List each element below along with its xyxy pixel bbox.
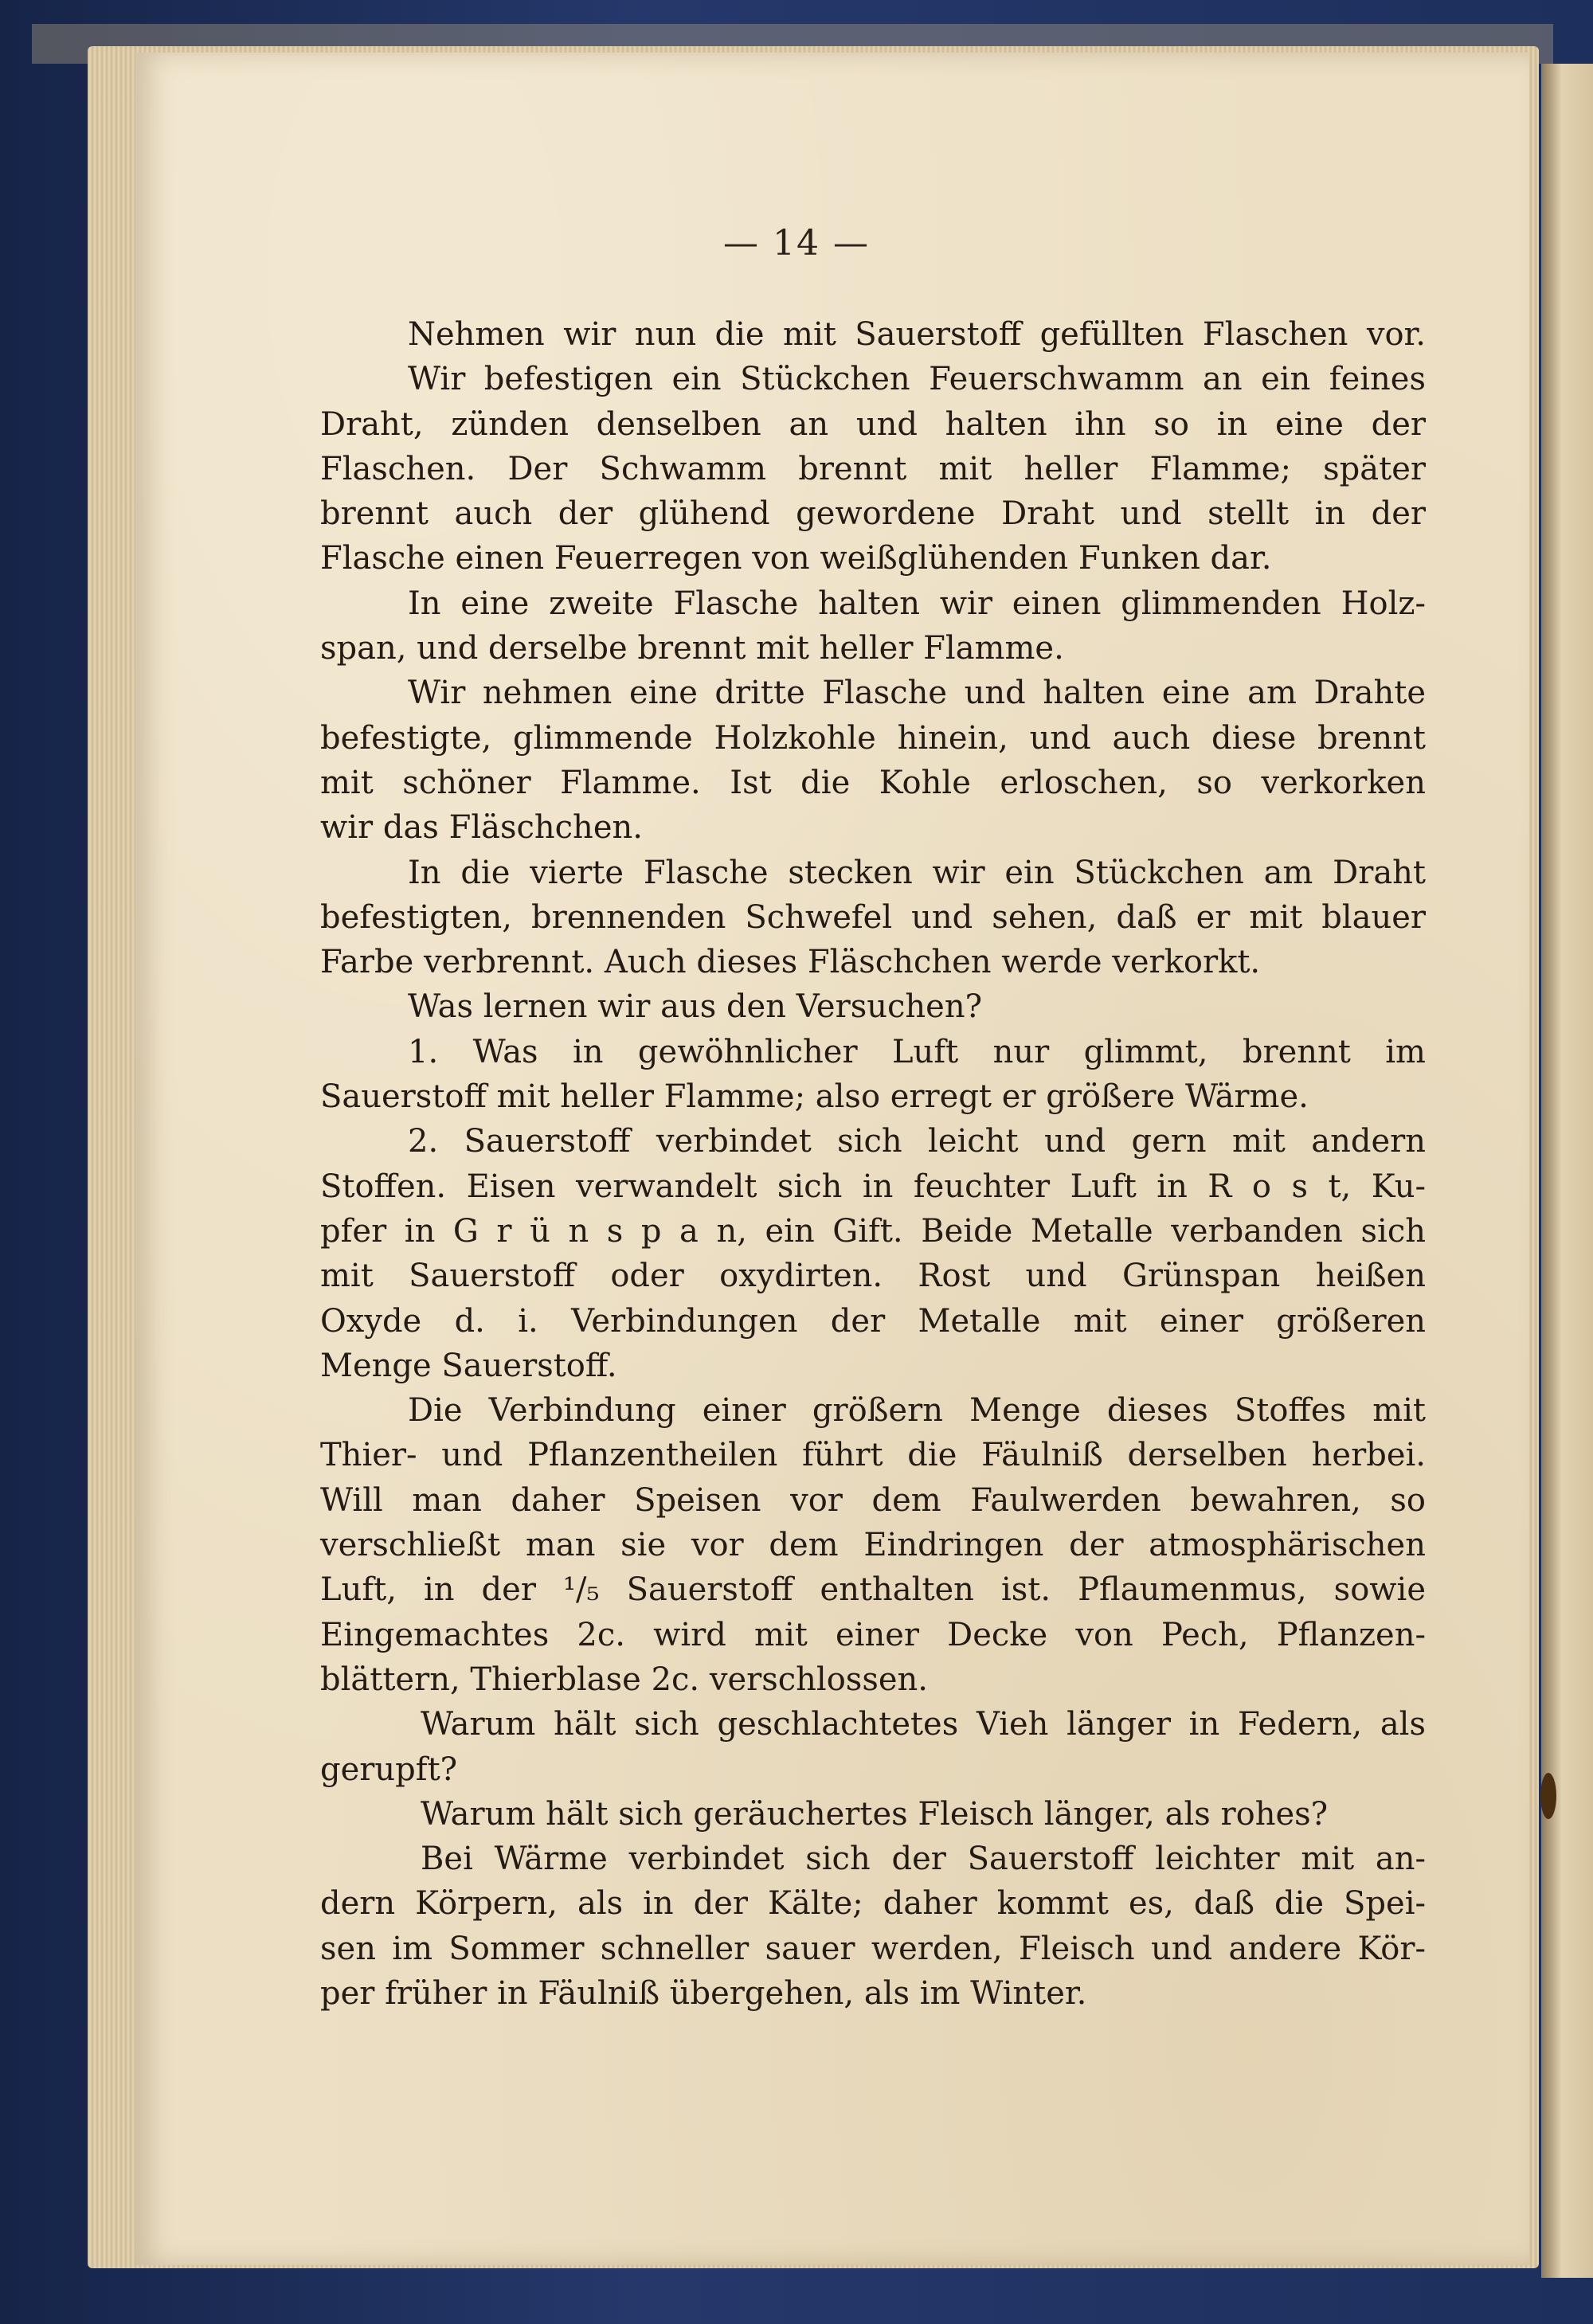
text-line: Luft, in der ¹/₅ Sauerstoff enthalten ist. Pflaumenmus, sowie xyxy=(320,1571,1426,1609)
text-line: Bei Wärme verbindet sich der Sauerstoff leichter mit an- xyxy=(421,1841,1426,1878)
text-line: Draht, zünden denselben an und halten ihn so in eine der xyxy=(320,405,1426,443)
text-line: dern Körpern, als in der Kälte; daher kommt es, daß die Spei- xyxy=(320,1885,1426,1923)
text-line: Will man daher Speisen vor dem Faulwerden bewahren, so xyxy=(320,1481,1426,1519)
text-line: Stoffen. Eisen verwandelt sich in feuchter Luft in R o s t, Ku- xyxy=(320,1168,1426,1205)
text-line: span, und derselbe brennt mit heller Flamme. xyxy=(320,630,1064,667)
text-line: Oxyde d. i. Verbindungen der Metalle mit einer größeren xyxy=(320,1302,1426,1340)
text-line: befestigten, brennenden Schwefel und sehen, daß er mit blauer xyxy=(320,898,1426,936)
text-line: pfer in G r ü n s p a n, ein Gift. Beide Metalle verbanden sich xyxy=(320,1212,1426,1250)
text-line: Farbe verbrennt. Auch dieses Fläschchen werde verkorkt. xyxy=(320,944,1261,981)
text-line: wir das Fläschchen. xyxy=(320,809,643,847)
text-line: Flasche einen Feuerregen von weißglühenden Funken dar. xyxy=(320,540,1272,577)
text-line: 1. Was in gewöhnlicher Luft nur glimmt, brennt im xyxy=(408,1033,1426,1070)
text-line: Menge Sauerstoff. xyxy=(320,1347,617,1384)
text-line: brennt auch der glühend gewordene Draht und stellt in der xyxy=(320,495,1426,533)
text-line: Warum hält sich geräuchertes Fleisch länger, als rohes? xyxy=(421,1795,1329,1833)
text-line: Eingemachtes 2c. wird mit einer Decke von Pech, Pflanzen- xyxy=(320,1616,1426,1653)
text-line: Nehmen wir nun die mit Sauerstoff gefüllten Flaschen vor. xyxy=(408,316,1426,353)
text-line: befestigte, glimmende Holzkohle hinein, und auch diese brennt xyxy=(320,719,1426,757)
text-line: Warum hält sich geschlachtetes Vieh länger in Federn, als xyxy=(421,1706,1426,1743)
text-line: In eine zweite Flasche halten wir einen glimmenden Holz- xyxy=(408,585,1426,622)
text-line: Flaschen. Der Schwamm brennt mit heller Flamme; später xyxy=(320,450,1426,487)
next-page-edge xyxy=(1541,64,1593,2278)
page-text xyxy=(320,312,1426,2016)
text-line: In die vierte Flasche stecken wir ein Stückchen am Draht xyxy=(408,854,1426,891)
ink-spot xyxy=(1540,1773,1556,1819)
text-line: Wir nehmen eine dritte Flasche und halten eine am Drahte xyxy=(408,675,1426,712)
text-line: sen im Sommer schneller sauer werden, Fleisch und andere Kör- xyxy=(320,1930,1426,1967)
text-line: Was lernen wir aus den Versuchen? xyxy=(408,988,983,1026)
text-line: per früher in Fäulniß übergehen, als im Winter. xyxy=(320,1974,1087,2012)
text-line: Die Verbindung einer größern Menge dieses Stoffes mit xyxy=(408,1392,1426,1430)
text-line: mit Sauerstoff oder oxydirten. Rost und Grünspan heißen xyxy=(320,1258,1426,1295)
text-line: mit schöner Flamme. Ist die Kohle erloschen, so verkorken xyxy=(320,764,1426,801)
text-line: 2. Sauerstoff verbindet sich leicht und gern mit andern xyxy=(408,1123,1426,1160)
text-line: gerupft? xyxy=(320,1751,458,1788)
text-line: Wir befestigen ein Stückchen Feuerschwamm an ein feines xyxy=(408,361,1426,398)
text-line: Thier- und Pflanzentheilen führt die Fäulniß derselben herbei. xyxy=(320,1437,1426,1474)
text-line: Sauerstoff mit heller Flamme; also erregt er größere Wärme. xyxy=(320,1078,1309,1116)
page-number: — 14 — xyxy=(723,223,870,264)
text-line: verschließt man sie vor dem Eindringen der atmosphärischen xyxy=(320,1527,1426,1564)
text-line: blättern, Thierblase 2c. verschlossen. xyxy=(320,1661,929,1698)
